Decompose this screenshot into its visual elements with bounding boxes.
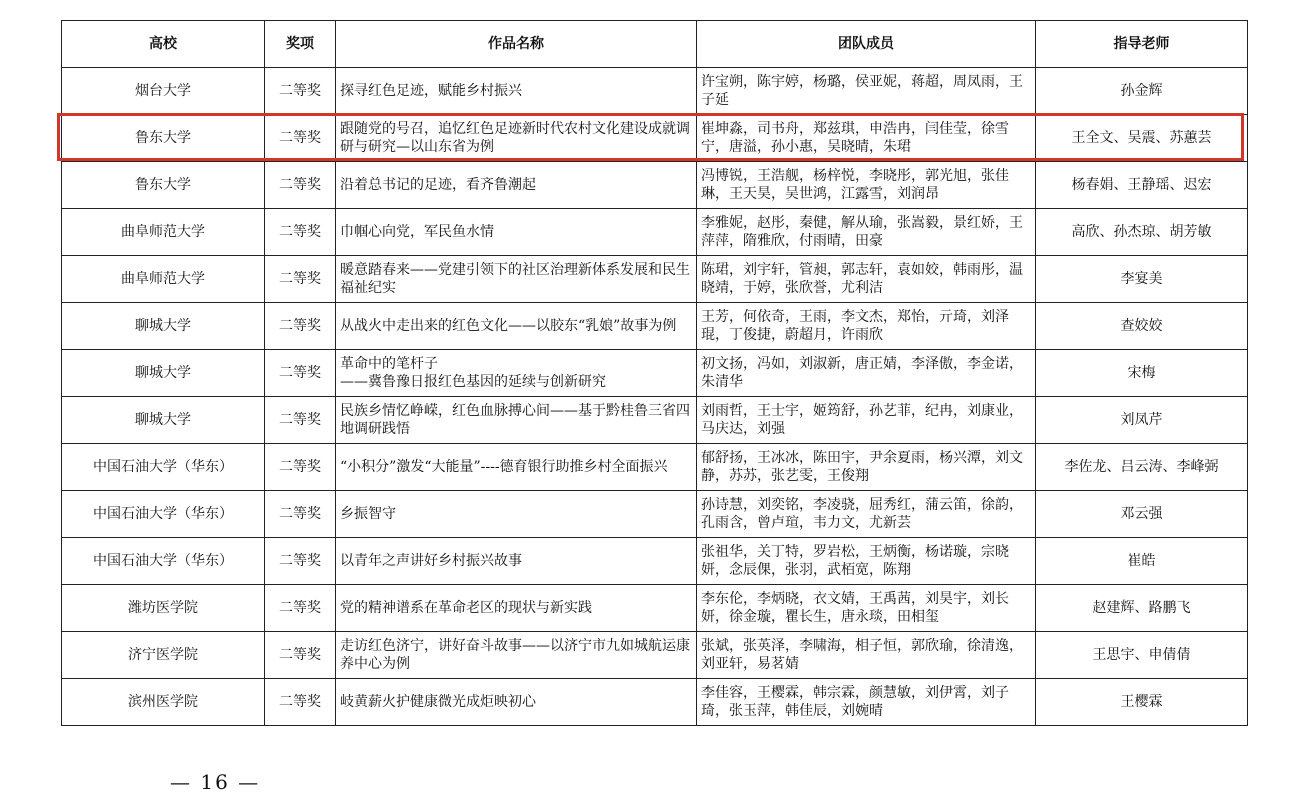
table-row <box>62 585 1248 632</box>
cell-members: 刘雨哲，王士宇，姬筠舒，孙艺菲，纪冉，刘康业，马庆达，刘强 <box>697 397 1036 444</box>
cell-members: 王芳，何依奇，王雨，李文杰，郑怡，亓琦，刘泽琨，丁俊捷，蔚超月，许雨欣 <box>697 303 1036 350</box>
cell-award: 二等奖 <box>265 632 336 679</box>
cell-members: 崔坤淼，司书舟，郑兹琪，申浩冉，闫佳莹，徐雪宁，唐溢，孙小惠，吴晓晴，朱珺 <box>697 115 1036 162</box>
table-row <box>62 491 1248 538</box>
cell-advisors: 孙金辉 <box>1036 68 1248 115</box>
cell-members: 郁舒扬，王冰冰，陈田宇，尹余夏雨，杨兴潭，刘文静，苏苏，张艺雯，王俊翔 <box>697 444 1036 491</box>
cell-advisors: 崔皓 <box>1036 538 1248 585</box>
table-row <box>62 68 1248 115</box>
cell-award: 二等奖 <box>265 350 336 397</box>
table-row <box>62 679 1248 726</box>
header-school: 高校 <box>62 21 265 68</box>
cell-title: 乡振智守 <box>336 491 697 538</box>
cell-school: 中国石油大学（华东） <box>62 491 265 538</box>
cell-school: 曲阜师范大学 <box>62 209 265 256</box>
cell-advisors: 赵建辉、路鹏飞 <box>1036 585 1248 632</box>
cell-school: 济宁医学院 <box>62 632 265 679</box>
table-header-row <box>62 21 1248 68</box>
cell-advisors: 王樱霖 <box>1036 679 1248 726</box>
cell-advisors: 王思宇、申倩倩 <box>1036 632 1248 679</box>
cell-members: 张祖华，关丁特，罗岩松，王炳衡，杨诺璇，宗晓妍，念辰倮，张羽，武栢宽，陈翔 <box>697 538 1036 585</box>
cell-school: 滨州医学院 <box>62 679 265 726</box>
cell-award: 二等奖 <box>265 538 336 585</box>
cell-award: 二等奖 <box>265 162 336 209</box>
cell-members: 陈珺，刘宇轩，管昶，郭志轩，袁如姣，韩雨彤，温晓靖，于婷，张欣誉，尤利洁 <box>697 256 1036 303</box>
cell-members: 李东伦，李炳晓，衣文婧，王禹茜，刘昊宇，刘长妍，徐金璇，瞿长生，唐永琰，田相玺 <box>697 585 1036 632</box>
cell-award: 二等奖 <box>265 679 336 726</box>
cell-title: 沿着总书记的足迹，看齐鲁潮起 <box>336 162 697 209</box>
cell-school: 曲阜师范大学 <box>62 256 265 303</box>
cell-advisors: 李宴美 <box>1036 256 1248 303</box>
table-row <box>62 115 1248 162</box>
cell-school: 聊城大学 <box>62 350 265 397</box>
cell-members: 张斌，张英泽，李啸海，相子恒，郭欣瑜，徐清逸，刘亚轩，易茗婧 <box>697 632 1036 679</box>
cell-members: 许宝朔，陈宇婷，杨璐，侯亚妮，蒋超，周凤雨，王子延 <box>697 68 1036 115</box>
cell-advisors: 李佐龙、吕云涛、李峰弼 <box>1036 444 1248 491</box>
cell-title: 跟随党的号召，追忆红色足迹新时代农村文化建设成就调研与研究—以山东省为例 <box>336 115 697 162</box>
cell-advisors: 杨春娟、王静瑶、迟宏 <box>1036 162 1248 209</box>
cell-school: 烟台大学 <box>62 68 265 115</box>
table-row <box>62 162 1248 209</box>
table-row <box>62 444 1248 491</box>
cell-award: 二等奖 <box>265 585 336 632</box>
table-row <box>62 209 1248 256</box>
table-row <box>62 350 1248 397</box>
cell-title: 走访红色济宁，讲好奋斗故事——以济宁市九如城航运康养中心为例 <box>336 632 697 679</box>
cell-award: 二等奖 <box>265 303 336 350</box>
cell-school: 聊城大学 <box>62 303 265 350</box>
cell-title: 革命中的笔杆子 ——冀鲁豫日报红色基因的延续与创新研究 <box>336 350 697 397</box>
cell-award: 二等奖 <box>265 209 336 256</box>
page-number: — 16 — <box>170 770 261 794</box>
cell-advisors: 查姣姣 <box>1036 303 1248 350</box>
cell-title: 暖意踏春来——党建引领下的社区治理新体系发展和民生福祉纪实 <box>336 256 697 303</box>
cell-award: 二等奖 <box>265 444 336 491</box>
cell-school: 潍坊医学院 <box>62 585 265 632</box>
table-body <box>62 68 1248 726</box>
header-members: 团队成员 <box>697 21 1036 68</box>
cell-title: 民族乡情忆峥嵘，红色血脉搏心间——基于黔桂鲁三省四地调研践悟 <box>336 397 697 444</box>
cell-award: 二等奖 <box>265 491 336 538</box>
cell-award: 二等奖 <box>265 397 336 444</box>
cell-school: 聊城大学 <box>62 397 265 444</box>
cell-title: 从战火中走出来的红色文化——以胶东“乳娘”故事为例 <box>336 303 697 350</box>
table-row <box>62 397 1248 444</box>
table-row <box>62 632 1248 679</box>
cell-school: 中国石油大学（华东） <box>62 538 265 585</box>
cell-members: 初文扬，冯如，刘淑新，唐正婧，李泽傲，李金诺，朱清华 <box>697 350 1036 397</box>
cell-title: 以青年之声讲好乡村振兴故事 <box>336 538 697 585</box>
cell-title: 党的精神谱系在革命老区的现状与新实践 <box>336 585 697 632</box>
table-row <box>62 538 1248 585</box>
table-row <box>62 303 1248 350</box>
cell-title: “小积分”激发“大能量”----德育银行助推乡村全面振兴 <box>336 444 697 491</box>
cell-award: 二等奖 <box>265 256 336 303</box>
awards-table <box>61 20 1248 726</box>
cell-school: 中国石油大学（华东） <box>62 444 265 491</box>
cell-advisors: 高欣、孙杰琼、胡芳敏 <box>1036 209 1248 256</box>
cell-advisors: 邓云强 <box>1036 491 1248 538</box>
cell-title: 岐黄薪火护健康微光成炬映初心 <box>336 679 697 726</box>
cell-school: 鲁东大学 <box>62 115 265 162</box>
cell-title: 探寻红色足迹，赋能乡村振兴 <box>336 68 697 115</box>
header-advisors: 指导老师 <box>1036 21 1248 68</box>
cell-members: 孙诗慧，刘奕铭，李凌骁，屈秀红，蒲云笛，徐韵，孔雨含，曾卢瑄，韦力文，尤新芸 <box>697 491 1036 538</box>
cell-title: 巾帼心向党，军民鱼水情 <box>336 209 697 256</box>
cell-members: 李雅妮，赵彤，秦健，解从瑜，张嵩毅，景红娇，王萍萍，隋雅欣，付雨晴，田豪 <box>697 209 1036 256</box>
cell-award: 二等奖 <box>265 115 336 162</box>
cell-school: 鲁东大学 <box>62 162 265 209</box>
header-title: 作品名称 <box>336 21 697 68</box>
cell-advisors: 宋梅 <box>1036 350 1248 397</box>
cell-advisors: 王全文、吴震、苏蕙芸 <box>1036 115 1248 162</box>
cell-award: 二等奖 <box>265 68 336 115</box>
cell-members: 冯博锐，王浩舰，杨梓悦，李晓彤，郭光旭，张佳琳，王天昊，吴世鸿，江露雪，刘润昂 <box>697 162 1036 209</box>
cell-advisors: 刘凤芹 <box>1036 397 1248 444</box>
table-row <box>62 256 1248 303</box>
header-award: 奖项 <box>265 21 336 68</box>
cell-members: 李佳容，王樱霖，韩宗霖，颜慧敏，刘伊霄，刘子琦，张玉萍，韩佳辰，刘婉晴 <box>697 679 1036 726</box>
